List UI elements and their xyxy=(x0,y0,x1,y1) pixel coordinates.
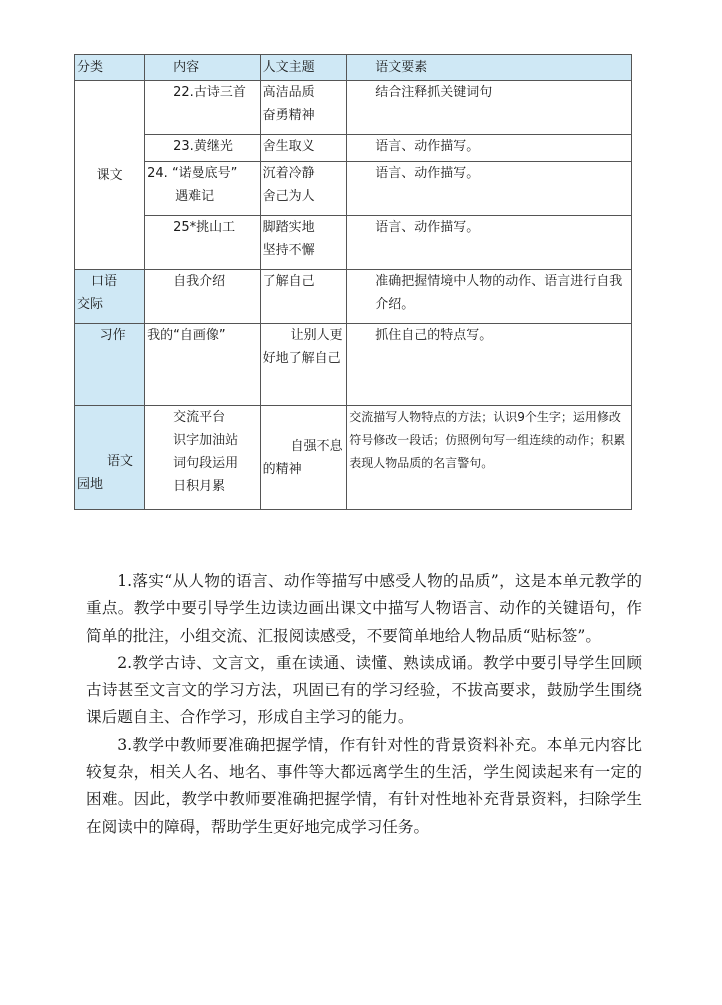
content-cell: 我的“自画像” xyxy=(145,324,261,406)
theme-cell: 舍生取义 xyxy=(260,135,347,162)
theme-cell: 脚踏实地 坚持不懈 xyxy=(260,216,347,270)
header-theme: 人文主题 xyxy=(260,55,347,81)
element-cell: 抓住自己的特点写。 xyxy=(347,324,632,406)
theme-cell: 了解自己 xyxy=(260,270,347,324)
element-cell: 语言、动作描写。 xyxy=(347,162,632,216)
theme-cell: 沉着冷静 舍己为人 xyxy=(260,162,347,216)
content-cell: 22.古诗三首 xyxy=(145,81,261,135)
note-paragraph: 1.落实“从人物的语言、动作等描写中感受人物的品质”，这是本单元教学的重点。教学中要引导学生边读边画出课文中描写人物语言、动作的关键语句，作简单的批注，小组交流、汇报阅读感受，不要简单地给人物品质“贴标签”。 xyxy=(86,572,642,645)
table-row xyxy=(75,270,632,324)
unit-overview-table xyxy=(74,54,632,510)
element-cell: 语言、动作描写。 xyxy=(347,135,632,162)
table-row xyxy=(75,406,632,510)
header-element: 语文要素 xyxy=(347,55,632,81)
header-content: 内容 xyxy=(145,55,261,81)
table-row xyxy=(75,162,632,216)
table-row xyxy=(75,216,632,270)
category-xizuo: 习作 xyxy=(75,324,145,406)
element-cell: 语言、动作描写。 xyxy=(347,216,632,270)
table-header-row xyxy=(75,55,632,81)
content-cell: 自我介绍 xyxy=(145,270,261,324)
content-cell: 23.黄继光 xyxy=(145,135,261,162)
content-cell: 交流平台 识字加油站 词句段运用 日积月累 xyxy=(145,406,261,510)
content-cell: 24. “诺曼底号” 遇难记 xyxy=(145,162,261,216)
theme-cell: 让别人更好地了解自己 xyxy=(260,324,347,406)
teaching-notes xyxy=(86,568,642,841)
category-yuandi: 语文 园地 xyxy=(75,406,145,510)
category-kewen: 课文 xyxy=(75,81,145,270)
element-cell: 准确把握情境中人物的动作、语言进行自我介绍。 xyxy=(347,270,632,324)
header-category: 分类 xyxy=(75,55,145,81)
note-paragraph: 2.教学古诗、文言文，重在读通、读懂、熟读成诵。教学中要引导学生回顾古诗甚至文言文的学习方法，巩固已有的学习经验，不拔高要求，鼓励学生围绕课后题自主、合作学习，形成自主学习的能力。 xyxy=(86,653,642,727)
content-cell: 25*挑山工 xyxy=(145,216,261,270)
category-kouyu: 口语 交际 xyxy=(75,270,145,324)
element-cell: 结合注释抓关键词句 xyxy=(347,81,632,135)
note-paragraph: 3.教学中教师要准确把握学情，作有针对性的背景资料补充。本单元内容比较复杂，相关人名、地名、事件等大都远离学生的生活，学生阅读起来有一定的困难。因此，教学中教师要准确把握学情，有针对性地补充背景资料，扫除学生在阅读中的障碍，帮助学生更好地完成学习任务。 xyxy=(86,735,642,836)
theme-cell: 自强不息的精神 xyxy=(260,406,347,510)
element-cell: 交流描写人物特点的方法；认识9个生字；运用修改符号修改一段话；仿照例句写一组连续的动作；积累表现人物品质的名言警句。 xyxy=(347,406,632,510)
table-row xyxy=(75,81,632,135)
table-row xyxy=(75,324,632,406)
theme-cell: 高洁品质 奋勇精神 xyxy=(260,81,347,135)
table-row xyxy=(75,135,632,162)
